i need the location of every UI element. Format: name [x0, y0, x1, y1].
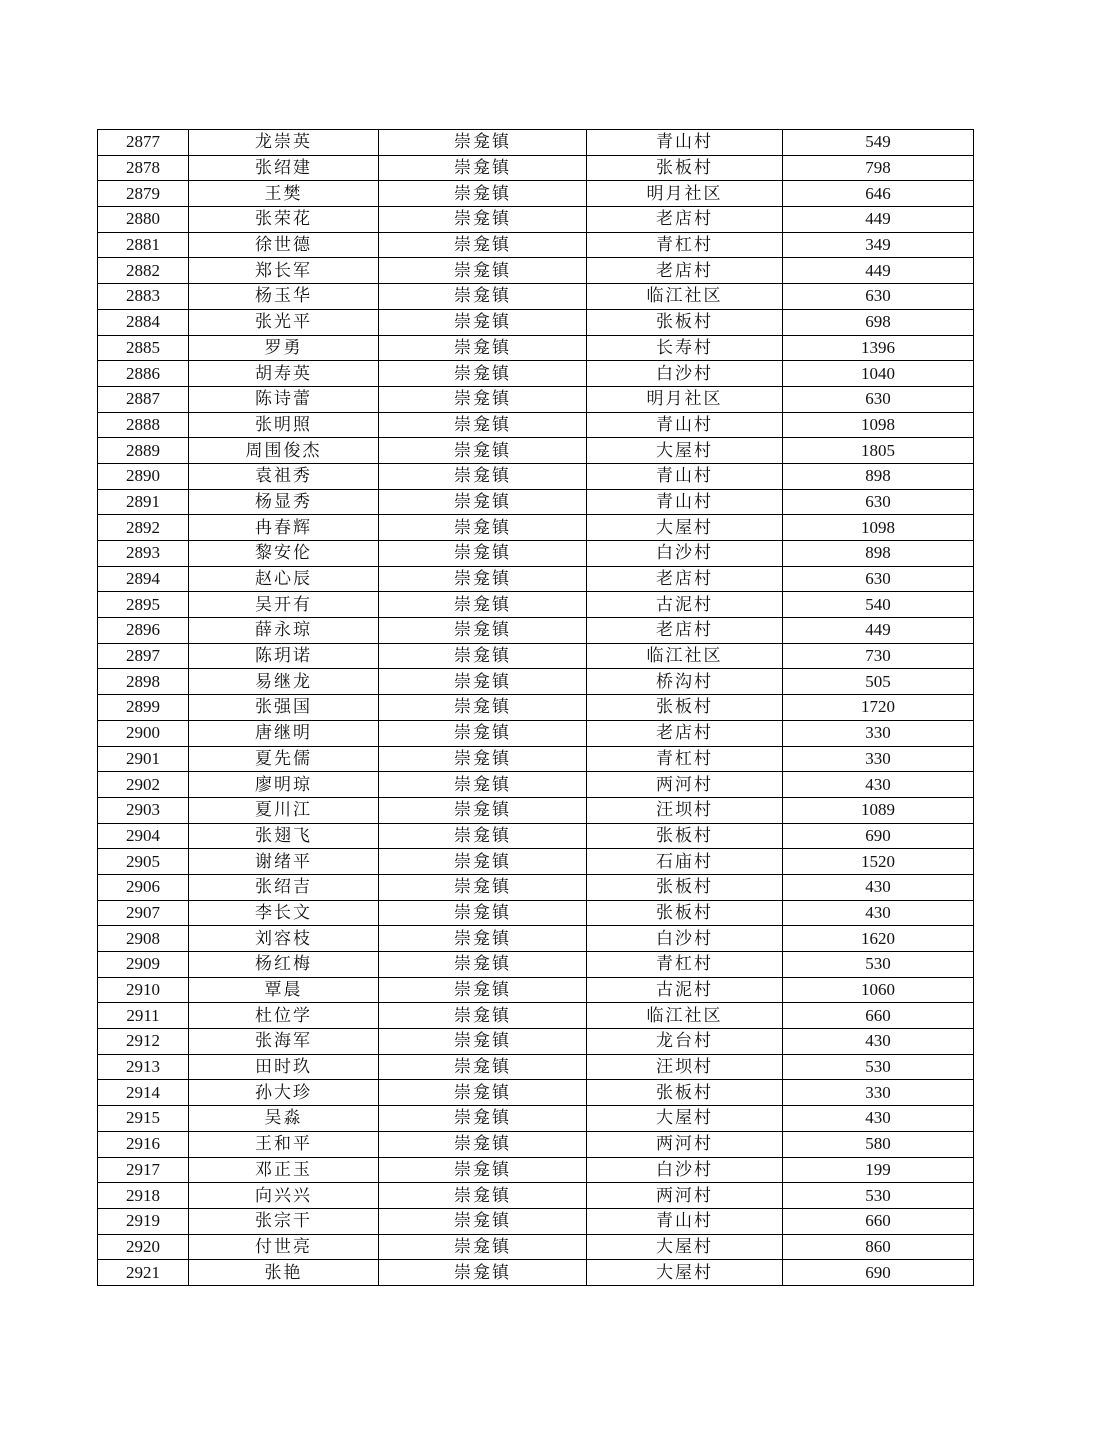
- town-cell: 崇龛镇: [379, 1208, 587, 1234]
- amount-cell: 630: [783, 489, 974, 515]
- town-cell: 崇龛镇: [379, 463, 587, 489]
- roster-table: [97, 129, 974, 1286]
- name-cell: 夏先儒: [189, 746, 379, 772]
- table-row: [98, 695, 974, 721]
- row-number-cell: 2893: [98, 541, 189, 567]
- table-row: [98, 643, 974, 669]
- amount-cell: 630: [783, 386, 974, 412]
- village-cell: 张板村: [587, 155, 783, 181]
- village-cell: 老店村: [587, 207, 783, 233]
- name-cell: 冉春辉: [189, 515, 379, 541]
- table-row: [98, 1131, 974, 1157]
- name-cell: 谢绪平: [189, 849, 379, 875]
- village-cell: 老店村: [587, 720, 783, 746]
- row-number-cell: 2919: [98, 1208, 189, 1234]
- row-number-cell: 2895: [98, 592, 189, 618]
- village-cell: 明月社区: [587, 386, 783, 412]
- town-cell: 崇龛镇: [379, 361, 587, 387]
- name-cell: 张艳: [189, 1260, 379, 1286]
- name-cell: 王樊: [189, 181, 379, 207]
- name-cell: 郑长军: [189, 258, 379, 284]
- village-cell: 张板村: [587, 695, 783, 721]
- table-row: [98, 566, 974, 592]
- village-cell: 张板村: [587, 823, 783, 849]
- table-row: [98, 1003, 974, 1029]
- row-number-cell: 2901: [98, 746, 189, 772]
- name-cell: 张荣花: [189, 207, 379, 233]
- table-row: [98, 284, 974, 310]
- row-number-cell: 2883: [98, 284, 189, 310]
- name-cell: 杨玉华: [189, 284, 379, 310]
- row-number-cell: 2878: [98, 155, 189, 181]
- amount-cell: 530: [783, 1054, 974, 1080]
- name-cell: 廖明琼: [189, 772, 379, 798]
- village-cell: 白沙村: [587, 1157, 783, 1183]
- name-cell: 张光平: [189, 309, 379, 335]
- town-cell: 崇龛镇: [379, 386, 587, 412]
- table-row: [98, 335, 974, 361]
- table-row: [98, 1208, 974, 1234]
- amount-cell: 898: [783, 463, 974, 489]
- table-row: [98, 386, 974, 412]
- town-cell: 崇龛镇: [379, 823, 587, 849]
- town-cell: 崇龛镇: [379, 515, 587, 541]
- village-cell: 两河村: [587, 772, 783, 798]
- village-cell: 青山村: [587, 1208, 783, 1234]
- amount-cell: 505: [783, 669, 974, 695]
- town-cell: 崇龛镇: [379, 1003, 587, 1029]
- amount-cell: 449: [783, 207, 974, 233]
- amount-cell: 798: [783, 155, 974, 181]
- table-row: [98, 592, 974, 618]
- town-cell: 崇龛镇: [379, 977, 587, 1003]
- name-cell: 夏川江: [189, 797, 379, 823]
- name-cell: 李长文: [189, 900, 379, 926]
- name-cell: 罗勇: [189, 335, 379, 361]
- name-cell: 邓正玉: [189, 1157, 379, 1183]
- name-cell: 袁祖秀: [189, 463, 379, 489]
- row-number-cell: 2921: [98, 1260, 189, 1286]
- town-cell: 崇龛镇: [379, 258, 587, 284]
- table-row: [98, 489, 974, 515]
- amount-cell: 199: [783, 1157, 974, 1183]
- amount-cell: 530: [783, 1183, 974, 1209]
- row-number-cell: 2898: [98, 669, 189, 695]
- name-cell: 付世亮: [189, 1234, 379, 1260]
- amount-cell: 580: [783, 1131, 974, 1157]
- village-cell: 明月社区: [587, 181, 783, 207]
- table-row: [98, 1029, 974, 1055]
- amount-cell: 1520: [783, 849, 974, 875]
- row-number-cell: 2899: [98, 695, 189, 721]
- amount-cell: 349: [783, 232, 974, 258]
- name-cell: 易继龙: [189, 669, 379, 695]
- village-cell: 临江社区: [587, 284, 783, 310]
- table-row: [98, 1183, 974, 1209]
- table-row: [98, 181, 974, 207]
- town-cell: 崇龛镇: [379, 1131, 587, 1157]
- village-cell: 大屋村: [587, 515, 783, 541]
- village-cell: 青杠村: [587, 952, 783, 978]
- amount-cell: 660: [783, 1208, 974, 1234]
- town-cell: 崇龛镇: [379, 797, 587, 823]
- amount-cell: 330: [783, 746, 974, 772]
- name-cell: 田时玖: [189, 1054, 379, 1080]
- row-number-cell: 2917: [98, 1157, 189, 1183]
- name-cell: 孙大珍: [189, 1080, 379, 1106]
- village-cell: 老店村: [587, 618, 783, 644]
- town-cell: 崇龛镇: [379, 1106, 587, 1132]
- town-cell: 崇龛镇: [379, 849, 587, 875]
- town-cell: 崇龛镇: [379, 1054, 587, 1080]
- amount-cell: 660: [783, 1003, 974, 1029]
- village-cell: 大屋村: [587, 1260, 783, 1286]
- amount-cell: 698: [783, 309, 974, 335]
- name-cell: 陈诗蕾: [189, 386, 379, 412]
- village-cell: 两河村: [587, 1131, 783, 1157]
- village-cell: 青杠村: [587, 232, 783, 258]
- amount-cell: 1040: [783, 361, 974, 387]
- town-cell: 崇龛镇: [379, 1183, 587, 1209]
- town-cell: 崇龛镇: [379, 155, 587, 181]
- name-cell: 向兴兴: [189, 1183, 379, 1209]
- town-cell: 崇龛镇: [379, 720, 587, 746]
- name-cell: 杨红梅: [189, 952, 379, 978]
- name-cell: 张强国: [189, 695, 379, 721]
- row-number-cell: 2916: [98, 1131, 189, 1157]
- village-cell: 石庙村: [587, 849, 783, 875]
- amount-cell: 1805: [783, 438, 974, 464]
- table-row: [98, 1157, 974, 1183]
- village-cell: 白沙村: [587, 926, 783, 952]
- town-cell: 崇龛镇: [379, 541, 587, 567]
- row-number-cell: 2897: [98, 643, 189, 669]
- town-cell: 崇龛镇: [379, 643, 587, 669]
- amount-cell: 540: [783, 592, 974, 618]
- amount-cell: 1396: [783, 335, 974, 361]
- village-cell: 长寿村: [587, 335, 783, 361]
- town-cell: 崇龛镇: [379, 900, 587, 926]
- table-row: [98, 746, 974, 772]
- village-cell: 青山村: [587, 412, 783, 438]
- town-cell: 崇龛镇: [379, 412, 587, 438]
- table-row: [98, 1106, 974, 1132]
- town-cell: 崇龛镇: [379, 592, 587, 618]
- name-cell: 张明照: [189, 412, 379, 438]
- name-cell: 周围俊杰: [189, 438, 379, 464]
- table-row: [98, 258, 974, 284]
- table-row: [98, 309, 974, 335]
- amount-cell: 630: [783, 566, 974, 592]
- amount-cell: 690: [783, 823, 974, 849]
- table-row: [98, 155, 974, 181]
- row-number-cell: 2918: [98, 1183, 189, 1209]
- table-row: [98, 977, 974, 1003]
- row-number-cell: 2907: [98, 900, 189, 926]
- row-number-cell: 2894: [98, 566, 189, 592]
- village-cell: 张板村: [587, 1080, 783, 1106]
- amount-cell: 730: [783, 643, 974, 669]
- name-cell: 陈玥诺: [189, 643, 379, 669]
- row-number-cell: 2920: [98, 1234, 189, 1260]
- table-row: [98, 720, 974, 746]
- table-row: [98, 207, 974, 233]
- row-number-cell: 2887: [98, 386, 189, 412]
- amount-cell: 549: [783, 130, 974, 156]
- row-number-cell: 2879: [98, 181, 189, 207]
- town-cell: 崇龛镇: [379, 566, 587, 592]
- name-cell: 胡寿英: [189, 361, 379, 387]
- village-cell: 临江社区: [587, 1003, 783, 1029]
- village-cell: 大屋村: [587, 1234, 783, 1260]
- amount-cell: 330: [783, 1080, 974, 1106]
- table-row: [98, 361, 974, 387]
- amount-cell: 449: [783, 258, 974, 284]
- name-cell: 唐继明: [189, 720, 379, 746]
- amount-cell: 1720: [783, 695, 974, 721]
- table-row: [98, 618, 974, 644]
- row-number-cell: 2890: [98, 463, 189, 489]
- row-number-cell: 2913: [98, 1054, 189, 1080]
- amount-cell: 1620: [783, 926, 974, 952]
- village-cell: 张板村: [587, 900, 783, 926]
- village-cell: 张板村: [587, 874, 783, 900]
- row-number-cell: 2885: [98, 335, 189, 361]
- table-row: [98, 926, 974, 952]
- table-row: [98, 797, 974, 823]
- town-cell: 崇龛镇: [379, 952, 587, 978]
- amount-cell: 1098: [783, 515, 974, 541]
- village-cell: 两河村: [587, 1183, 783, 1209]
- village-cell: 青山村: [587, 463, 783, 489]
- table-row: [98, 1234, 974, 1260]
- village-cell: 汪坝村: [587, 1054, 783, 1080]
- row-number-cell: 2915: [98, 1106, 189, 1132]
- row-number-cell: 2877: [98, 130, 189, 156]
- name-cell: 吴开有: [189, 592, 379, 618]
- name-cell: 张宗干: [189, 1208, 379, 1234]
- amount-cell: 1089: [783, 797, 974, 823]
- town-cell: 崇龛镇: [379, 1080, 587, 1106]
- village-cell: 桥沟村: [587, 669, 783, 695]
- table-row: [98, 874, 974, 900]
- row-number-cell: 2880: [98, 207, 189, 233]
- row-number-cell: 2909: [98, 952, 189, 978]
- table-row: [98, 541, 974, 567]
- name-cell: 龙崇英: [189, 130, 379, 156]
- village-cell: 古泥村: [587, 592, 783, 618]
- row-number-cell: 2881: [98, 232, 189, 258]
- table-row: [98, 130, 974, 156]
- village-cell: 白沙村: [587, 541, 783, 567]
- village-cell: 老店村: [587, 566, 783, 592]
- amount-cell: 630: [783, 284, 974, 310]
- name-cell: 黎安伦: [189, 541, 379, 567]
- row-number-cell: 2914: [98, 1080, 189, 1106]
- amount-cell: 1060: [783, 977, 974, 1003]
- table-row: [98, 952, 974, 978]
- table-row: [98, 438, 974, 464]
- amount-cell: 530: [783, 952, 974, 978]
- row-number-cell: 2912: [98, 1029, 189, 1055]
- town-cell: 崇龛镇: [379, 1234, 587, 1260]
- village-cell: 临江社区: [587, 643, 783, 669]
- town-cell: 崇龛镇: [379, 874, 587, 900]
- table-row: [98, 669, 974, 695]
- name-cell: 徐世德: [189, 232, 379, 258]
- row-number-cell: 2888: [98, 412, 189, 438]
- row-number-cell: 2884: [98, 309, 189, 335]
- roster-table-body: [98, 130, 974, 1286]
- town-cell: 崇龛镇: [379, 669, 587, 695]
- table-row: [98, 412, 974, 438]
- table-row: [98, 1260, 974, 1286]
- town-cell: 崇龛镇: [379, 438, 587, 464]
- table-row: [98, 823, 974, 849]
- name-cell: 杨显秀: [189, 489, 379, 515]
- town-cell: 崇龛镇: [379, 1260, 587, 1286]
- village-cell: 青山村: [587, 130, 783, 156]
- row-number-cell: 2906: [98, 874, 189, 900]
- name-cell: 张海军: [189, 1029, 379, 1055]
- amount-cell: 430: [783, 1029, 974, 1055]
- row-number-cell: 2892: [98, 515, 189, 541]
- name-cell: 薛永琼: [189, 618, 379, 644]
- row-number-cell: 2910: [98, 977, 189, 1003]
- town-cell: 崇龛镇: [379, 130, 587, 156]
- amount-cell: 449: [783, 618, 974, 644]
- table-row: [98, 463, 974, 489]
- name-cell: 杜位学: [189, 1003, 379, 1029]
- row-number-cell: 2904: [98, 823, 189, 849]
- town-cell: 崇龛镇: [379, 181, 587, 207]
- table-row: [98, 1054, 974, 1080]
- name-cell: 王和平: [189, 1131, 379, 1157]
- name-cell: 覃晨: [189, 977, 379, 1003]
- row-number-cell: 2902: [98, 772, 189, 798]
- town-cell: 崇龛镇: [379, 335, 587, 361]
- town-cell: 崇龛镇: [379, 695, 587, 721]
- amount-cell: 430: [783, 1106, 974, 1132]
- row-number-cell: 2903: [98, 797, 189, 823]
- town-cell: 崇龛镇: [379, 1157, 587, 1183]
- name-cell: 赵心辰: [189, 566, 379, 592]
- village-cell: 青杠村: [587, 746, 783, 772]
- village-cell: 大屋村: [587, 438, 783, 464]
- amount-cell: 1098: [783, 412, 974, 438]
- amount-cell: 690: [783, 1260, 974, 1286]
- village-cell: 白沙村: [587, 361, 783, 387]
- village-cell: 汪坝村: [587, 797, 783, 823]
- village-cell: 老店村: [587, 258, 783, 284]
- village-cell: 张板村: [587, 309, 783, 335]
- village-cell: 古泥村: [587, 977, 783, 1003]
- town-cell: 崇龛镇: [379, 746, 587, 772]
- name-cell: 张翅飞: [189, 823, 379, 849]
- table-row: [98, 849, 974, 875]
- amount-cell: 646: [783, 181, 974, 207]
- row-number-cell: 2905: [98, 849, 189, 875]
- village-cell: 龙台村: [587, 1029, 783, 1055]
- town-cell: 崇龛镇: [379, 309, 587, 335]
- town-cell: 崇龛镇: [379, 772, 587, 798]
- row-number-cell: 2896: [98, 618, 189, 644]
- amount-cell: 430: [783, 874, 974, 900]
- name-cell: 张绍吉: [189, 874, 379, 900]
- village-cell: 青山村: [587, 489, 783, 515]
- table-row: [98, 515, 974, 541]
- table-row: [98, 900, 974, 926]
- amount-cell: 330: [783, 720, 974, 746]
- row-number-cell: 2886: [98, 361, 189, 387]
- row-number-cell: 2900: [98, 720, 189, 746]
- town-cell: 崇龛镇: [379, 284, 587, 310]
- amount-cell: 430: [783, 772, 974, 798]
- village-cell: 大屋村: [587, 1106, 783, 1132]
- town-cell: 崇龛镇: [379, 489, 587, 515]
- amount-cell: 430: [783, 900, 974, 926]
- name-cell: 张绍建: [189, 155, 379, 181]
- amount-cell: 860: [783, 1234, 974, 1260]
- table-row: [98, 772, 974, 798]
- table-row: [98, 1080, 974, 1106]
- row-number-cell: 2882: [98, 258, 189, 284]
- town-cell: 崇龛镇: [379, 926, 587, 952]
- town-cell: 崇龛镇: [379, 232, 587, 258]
- row-number-cell: 2891: [98, 489, 189, 515]
- name-cell: 刘容枝: [189, 926, 379, 952]
- name-cell: 吴淼: [189, 1106, 379, 1132]
- row-number-cell: 2889: [98, 438, 189, 464]
- table-row: [98, 232, 974, 258]
- row-number-cell: 2911: [98, 1003, 189, 1029]
- town-cell: 崇龛镇: [379, 207, 587, 233]
- town-cell: 崇龛镇: [379, 1029, 587, 1055]
- town-cell: 崇龛镇: [379, 618, 587, 644]
- row-number-cell: 2908: [98, 926, 189, 952]
- amount-cell: 898: [783, 541, 974, 567]
